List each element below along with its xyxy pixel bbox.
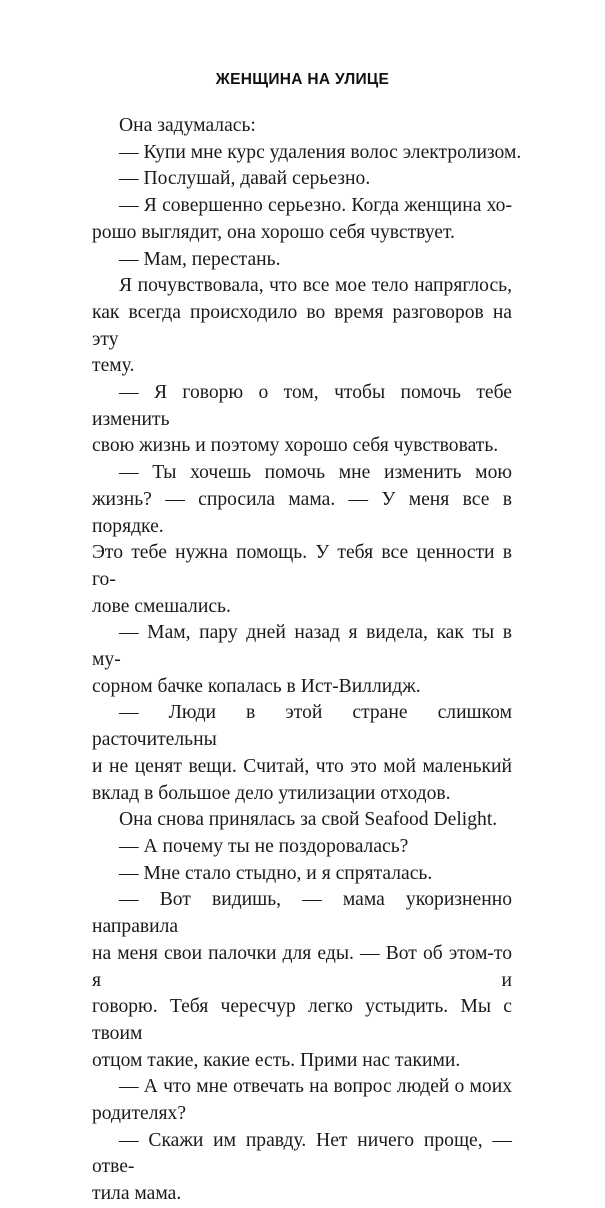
paragraph: [92, 807, 512, 834]
text-line: — А что мне отвечать на вопрос людей о моих: [119, 1076, 512, 1098]
text-line: говорю. Тебя чересчур легко устыдить. Мы с твоим: [92, 996, 512, 1044]
text-line: — Люди в этой стране слишком расточительны: [92, 702, 512, 751]
paragraph: [92, 140, 522, 167]
paragraph: [92, 113, 512, 140]
text-line: вклад в большое дело утилизации отходов.: [92, 782, 451, 804]
text-line: лове смешались.: [92, 595, 231, 617]
paragraph: [92, 273, 512, 380]
text-line: Она задумалась:: [119, 115, 256, 136]
text-line: Она снова принялась за свой Seafood Delight.: [119, 809, 498, 831]
text-line: — Ты хочешь помочь мне изменить мою: [119, 462, 512, 484]
text-line: — Послушай, давай серьезно.: [119, 168, 371, 190]
text-line: и не ценят вещи. Считай, что это мой маленький: [92, 755, 512, 777]
text-line: — Купи мне курс удаления волос электролизом.: [119, 141, 522, 163]
paragraph: [92, 380, 512, 460]
paragraph: [92, 834, 512, 861]
paragraph: [92, 700, 512, 807]
text-line: — Я говорю о том, чтобы помочь тебе изменить: [92, 382, 512, 430]
text-line: жизнь? — спросила мама. — У меня все в порядке.: [92, 488, 512, 537]
paragraph: [92, 620, 512, 700]
paragraph: [92, 1128, 512, 1208]
text-line: — А почему ты не поздоровалась?: [119, 835, 409, 857]
text-line: — Вот видишь, — мама укоризненно направила: [92, 889, 512, 938]
text-line: тила мама.: [92, 1183, 182, 1205]
chapter-title: ЖЕНЩИНА НА УЛИЦЕ: [215, 71, 390, 88]
text-line: тему.: [92, 355, 135, 377]
text-line: — Мам, пару дней назад я видела, как ты в му-: [92, 622, 512, 671]
paragraph: [92, 887, 512, 1074]
paragraph: [92, 861, 512, 888]
paragraph: [92, 1074, 512, 1127]
body-text: [92, 113, 522, 1208]
text-line: Это тебе нужна помощь. У тебя все ценности в го-: [92, 542, 512, 590]
text-line: рошо выглядит, она хорошо себя чувствует.: [92, 221, 455, 243]
text-line: — Скажи им правду. Нет ничего проще, — отве-: [92, 1129, 512, 1178]
paragraph: [92, 460, 512, 620]
paragraph: [92, 193, 512, 246]
text-line: — Я совершенно серьезно. Когда женщина хо-: [119, 195, 512, 217]
text-line: родителях?: [92, 1103, 187, 1125]
text-line: — Мам, перестань.: [119, 248, 281, 270]
text-line: как всегда происходило во время разговоров на эту: [92, 301, 512, 350]
paragraph: [92, 166, 512, 193]
text-line: отцом такие, какие есть. Прими нас такими.: [92, 1049, 461, 1071]
text-line: Я почувствовала, что все мое тело напряглось,: [119, 275, 512, 297]
text-line: — Мне стало стыдно, и я спряталась.: [119, 862, 433, 884]
text-line: сорном бачке копалась в Ист-Виллидж.: [92, 675, 421, 697]
text-line: свою жизнь и поэтому хорошо себя чувствовать.: [92, 435, 499, 457]
paragraph: [92, 247, 512, 274]
text-line: на меня свои палочки для еды. — Вот об этом-то я и: [92, 942, 512, 991]
